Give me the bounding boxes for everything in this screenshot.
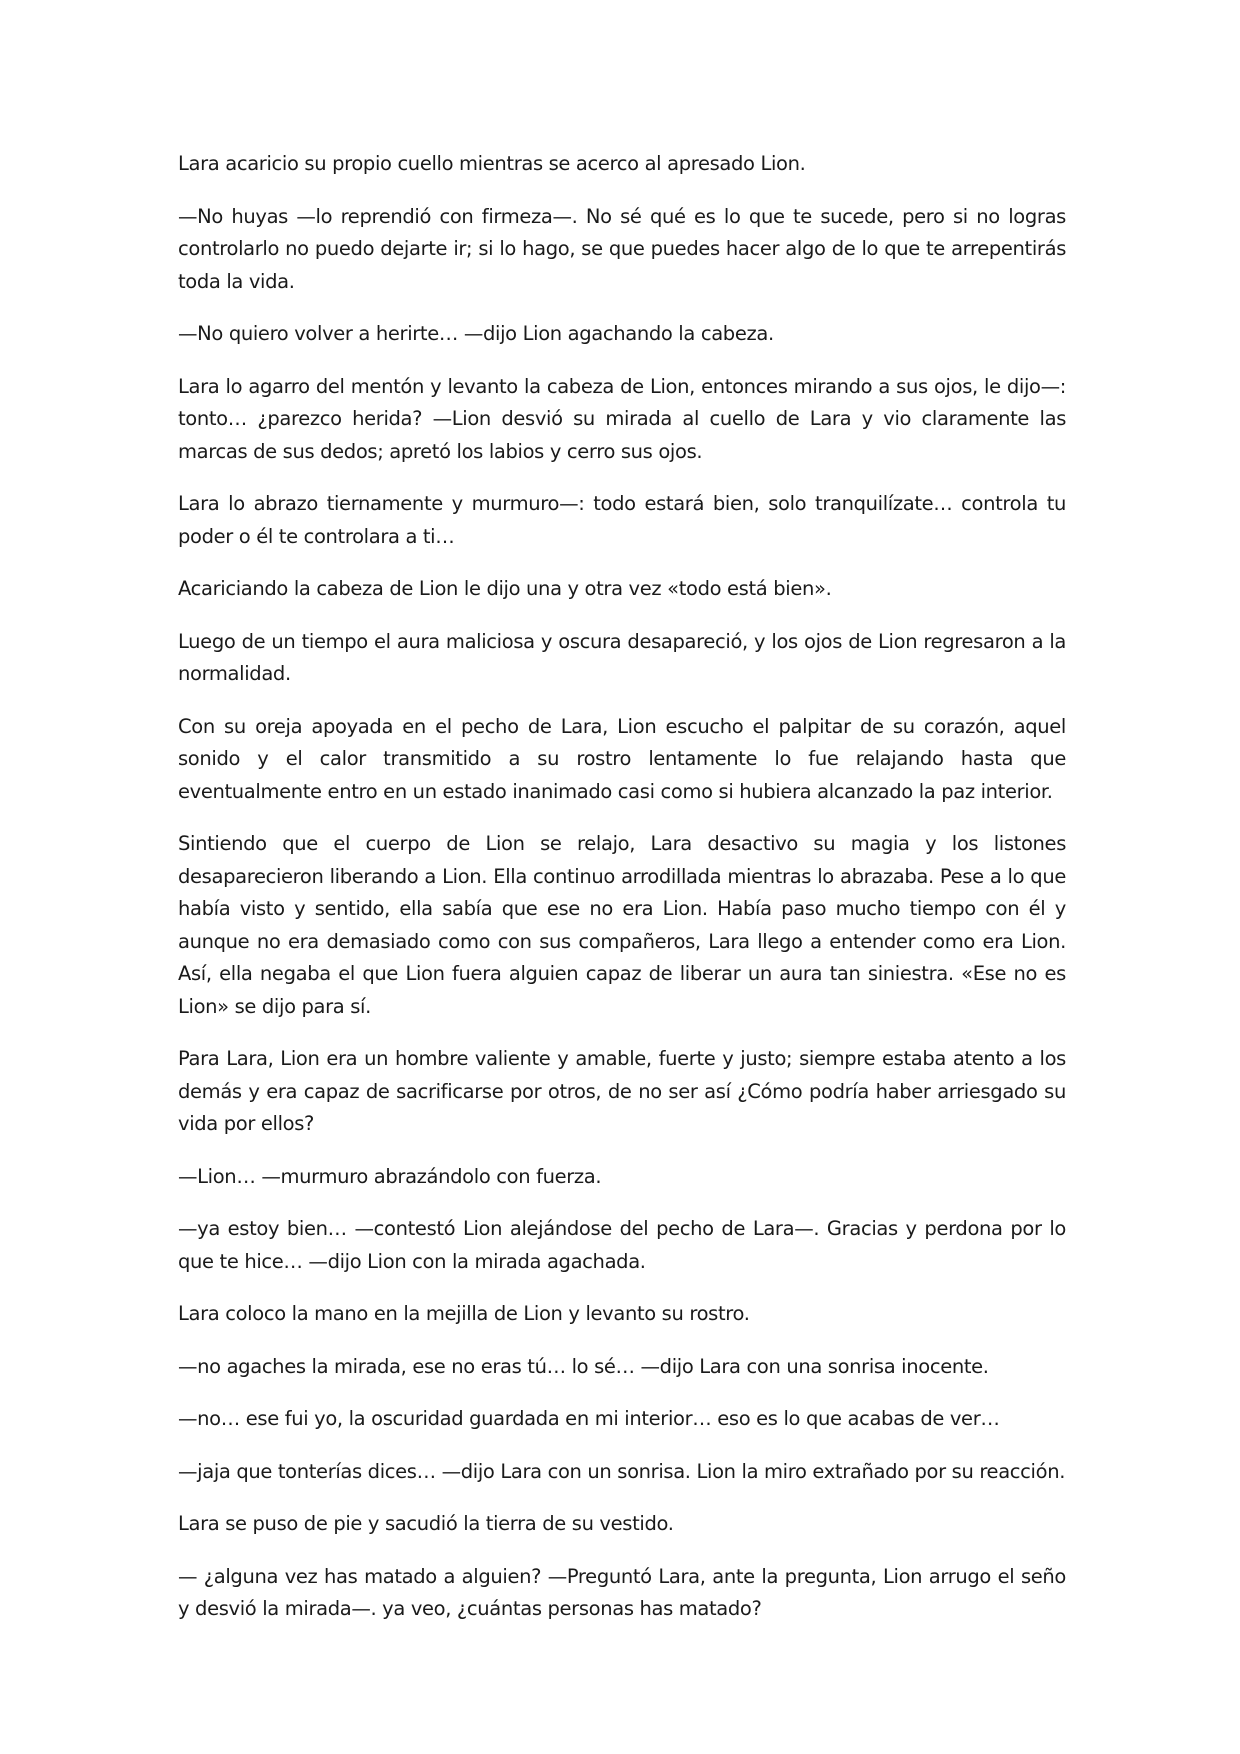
paragraph: Lara acaricio su propio cuello mientras se acerco al apresado Lion. — [178, 152, 806, 175]
paragraph: Acariciando la cabeza de Lion le dijo una y otra vez «todo está bien». — [178, 577, 832, 600]
paragraph: — ¿alguna vez has matado a alguien? —Preguntó Lara, ante la pregunta, Lion arrugo el seño y desvió la mirada—. ya veo, ¿cuántas personas has matado? — [178, 1564, 1066, 1620]
paragraph: Lara coloco la mano en la mejilla de Lion y levanto su rostro. — [178, 1302, 750, 1325]
paragraph: —No huyas —lo reprendió con firmeza—. No sé qué es lo que te sucede, pero si no logras controlarlo no puedo dejarte ir; si lo hago, se que puedes hacer algo de lo que te arrepentirás toda la vida. — [178, 204, 1066, 293]
paragraph: —Lion… —murmuro abrazándolo con fuerza. — [178, 1164, 602, 1188]
document-body — [178, 148, 1066, 1626]
paragraph: Lara lo agarro del mentón y levanto la cabeza de Lion, entonces mirando a sus ojos, le dijo—: tonto… ¿parezco herida? —Lion desvió su mirada al cuello de Lara y vio claramente las marcas de sus dedos; apretó los labios y cerro sus ojos. — [178, 374, 1066, 463]
paragraph: —ya estoy bien… —contestó Lion alejándose del pecho de Lara—. Gracias y perdona por lo que te hice… —dijo Lion con la mirada agachada. — [178, 1217, 1066, 1273]
paragraph: —No quiero volver a herirte… —dijo Lion agachando la cabeza. — [178, 322, 774, 345]
paragraph: Luego de un tiempo el aura maliciosa y oscura desapareció, y los ojos de Lion regresaron a la normalidad. — [178, 629, 1066, 685]
paragraph: Con su oreja apoyada en el pecho de Lara, Lion escucho el palpitar de su corazón, aquel sonido y el calor transmitido a su rostro lentamente lo fue relajando hasta que eventualmente entro en un estado inanimado casi como si hubiera alcanzado la paz interior. — [178, 714, 1066, 803]
paragraph: Lara se puso de pie y sacudió la tierra de su vestido. — [178, 1512, 674, 1535]
paragraph: —no agaches la mirada, ese no eras tú… lo sé… —dijo Lara con una sonrisa inocente. — [178, 1354, 989, 1378]
paragraph: —jaja que tonterías dices… —dijo Lara con un sonrisa. Lion la miro extrañado por su reacción. — [178, 1459, 1066, 1483]
paragraph: Para Lara, Lion era un hombre valiente y amable, fuerte y justo; siempre estaba atento a los demás y era capaz de sacrificarse por otros, de no ser así ¿Cómo podría haber arriesgado su vida por ellos? — [178, 1047, 1066, 1135]
paragraph: Sintiendo que el cuerpo de Lion se relajo, Lara desactivo su magia y los listones desaparecieron liberando a Lion. Ella continuo arrodillada mientras lo abrazaba. Pese a lo que había visto y sentido, ella sabía que ese no era Lion. Había paso mucho tiempo con él y aunque no era demasiado como con sus compañeros, Lara llego a entender como era Lion. Así, ella negaba el que Lion fuera alguien capaz de liberar un aura tan siniestra. «Ese no es Lion» se dijo para sí. — [178, 832, 1066, 1018]
paragraph: —no… ese fui yo, la oscuridad guardada en mi interior… eso es lo que acabas de ver… — [178, 1407, 1000, 1430]
paragraph: Lara lo abrazo tiernamente y murmuro—: todo estará bien, solo tranquilízate… controla tu poder o él te controlara a ti… — [178, 492, 1066, 548]
